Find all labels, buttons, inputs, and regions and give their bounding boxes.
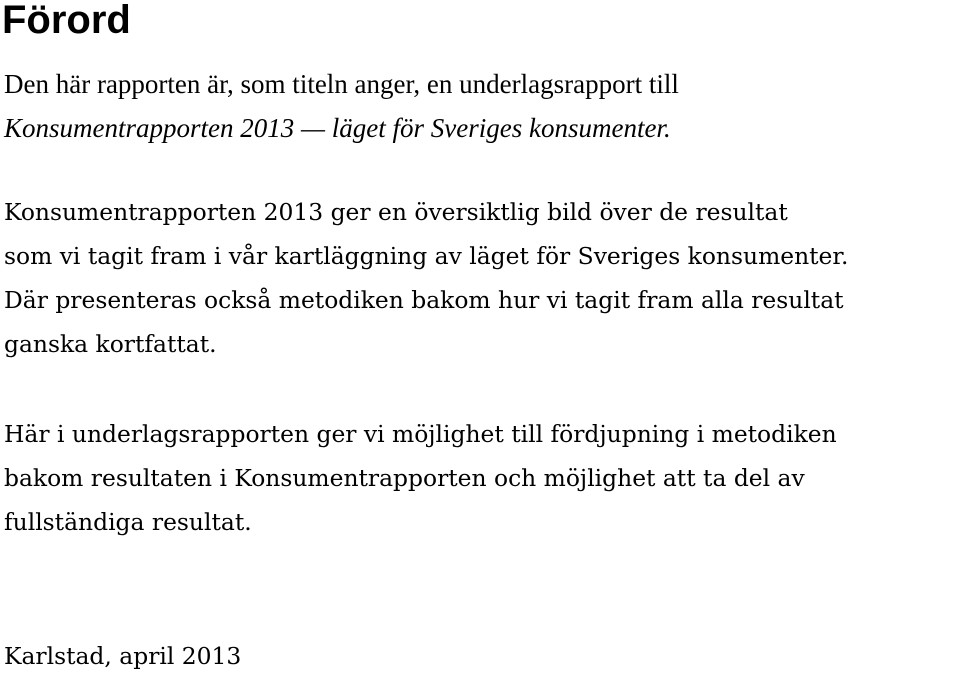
intro-line-2-report-title: Konsumentrapporten 2013 — läget för Sveriges konsumenter. xyxy=(4,113,671,143)
paragraph-overview xyxy=(4,190,960,366)
paragraph-methodology xyxy=(4,412,960,544)
intro-paragraph xyxy=(4,62,954,150)
paragraph-line: Där presenteras också metodiken bakom hur vi tagit fram alla resultat xyxy=(4,286,844,314)
signoff-place-date: Karlstad, april 2013 xyxy=(4,642,242,670)
page-title: Förord xyxy=(2,0,131,42)
paragraph-line: som vi tagit fram i vår kartläggning av läget för Sveriges konsumenter. xyxy=(4,242,849,270)
paragraph-line: Konsumentrapporten 2013 ger en översiktlig bild över de resultat xyxy=(4,198,788,226)
paragraph-line: fullständiga resultat. xyxy=(4,508,252,536)
paragraph-line: bakom resultaten i Konsumentrapporten och möjlighet att ta del av xyxy=(4,464,805,492)
intro-line-1: Den här rapporten är, som titeln anger, en underlagsrapport till xyxy=(4,69,679,99)
paragraph-line: ganska kortfattat. xyxy=(4,330,217,358)
paragraph-line: Här i underlagsrapporten ger vi möjlighet till fördjupning i metodiken xyxy=(4,420,837,448)
